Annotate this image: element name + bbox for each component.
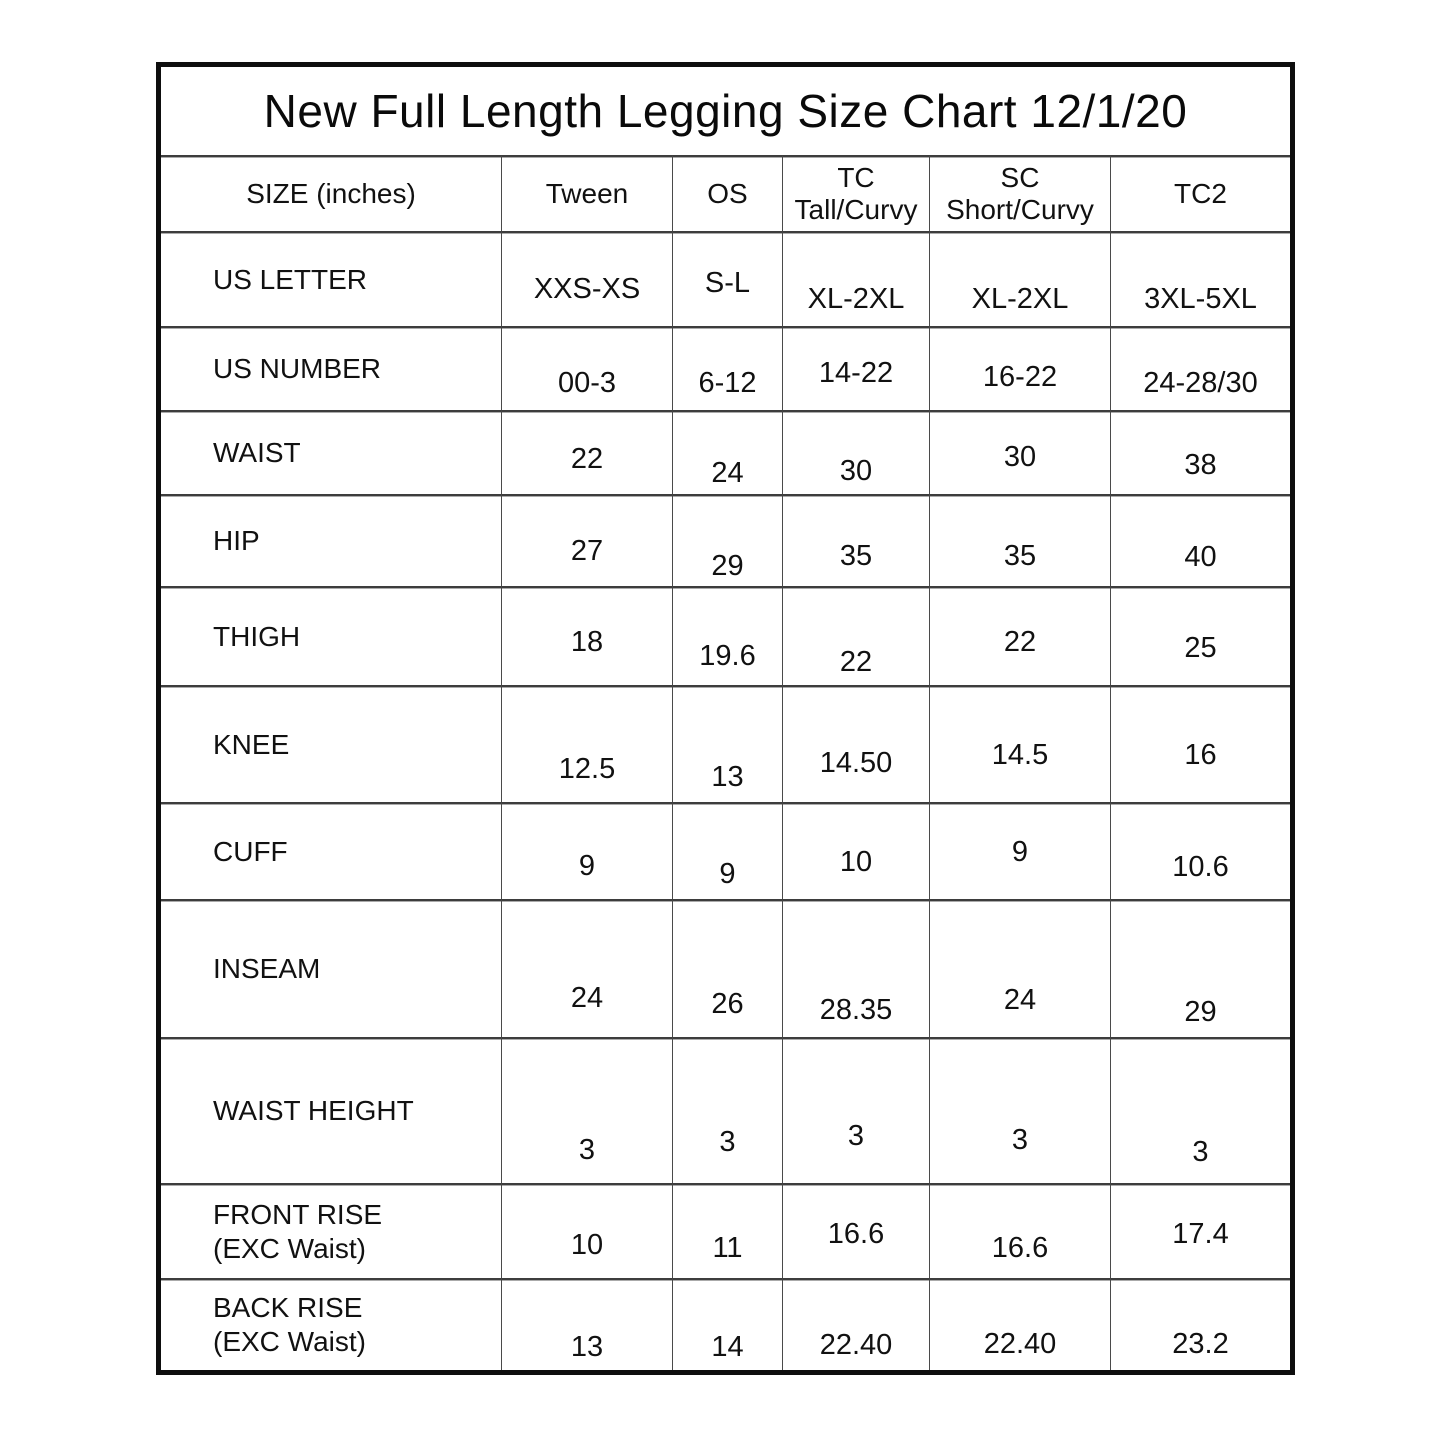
- row-label-knee: KNEE: [161, 685, 501, 802]
- table-cell: 24-28/30: [1110, 326, 1290, 410]
- table-cell: 14-22: [782, 326, 929, 410]
- table-cell: XXS-XS: [501, 231, 672, 326]
- table-cell: 3: [672, 1037, 782, 1183]
- row-label-cuff: CUFF: [161, 802, 501, 899]
- table-cell: 6-12: [672, 326, 782, 410]
- table-cell: 38: [1110, 410, 1290, 494]
- table-cell: 13: [672, 685, 782, 802]
- table-cell: 14: [672, 1278, 782, 1370]
- table-cell: 40: [1110, 494, 1290, 586]
- column-header-size: [161, 155, 501, 231]
- column-header-sublabel: Tall/Curvy: [794, 194, 918, 225]
- column-header-label: OS: [707, 178, 748, 209]
- table-cell: 18: [501, 586, 672, 685]
- column-header-sc: [929, 155, 1110, 231]
- table-cell: 19.6: [672, 586, 782, 685]
- table-cell: 22.40: [929, 1278, 1110, 1370]
- table-cell: 10: [782, 802, 929, 899]
- table-cell: 9: [929, 802, 1110, 899]
- table-cell: 00-3: [501, 326, 672, 410]
- table-cell: 28.35: [782, 899, 929, 1037]
- table-cell: 35: [929, 494, 1110, 586]
- row-label-waist: WAIST: [161, 410, 501, 494]
- column-header-label: Tween: [545, 178, 629, 209]
- row-label-back-rise: BACK RISE (EXC Waist): [161, 1278, 501, 1370]
- table-cell: 29: [1110, 899, 1290, 1037]
- table-cell: 23.2: [1110, 1278, 1290, 1370]
- row-label-us-number: US NUMBER: [161, 326, 501, 410]
- table-cell: 3: [501, 1037, 672, 1183]
- row-label-us-letter: US LETTER: [161, 231, 501, 326]
- table-cell: 9: [672, 802, 782, 899]
- table-cell: 11: [672, 1183, 782, 1278]
- table-cell: 3XL-5XL: [1110, 231, 1290, 326]
- row-label-hip: HIP: [161, 494, 501, 586]
- table-cell: 24: [501, 899, 672, 1037]
- table-cell: 30: [782, 410, 929, 494]
- table-cell: 3: [782, 1037, 929, 1183]
- table-cell: 12.5: [501, 685, 672, 802]
- row-label-waist-height: WAIST HEIGHT: [161, 1037, 501, 1183]
- size-chart-table: [156, 62, 1295, 1375]
- table-cell: 17.4: [1110, 1183, 1290, 1278]
- table-cell: 29: [672, 494, 782, 586]
- column-header-label: TC: [837, 162, 875, 193]
- column-header-label: SC: [1000, 162, 1040, 193]
- table-cell: 22.40: [782, 1278, 929, 1370]
- table-cell: 10.6: [1110, 802, 1290, 899]
- row-label-thigh: THIGH: [161, 586, 501, 685]
- table-cell: 3: [929, 1037, 1110, 1183]
- column-header-label: SIZE (inches): [246, 178, 416, 209]
- column-header-tc2: [1110, 155, 1290, 231]
- table-cell: 16: [1110, 685, 1290, 802]
- table-cell: 24: [672, 410, 782, 494]
- table-cell: 26: [672, 899, 782, 1037]
- table-cell: S-L: [672, 231, 782, 326]
- table-cell: XL-2XL: [782, 231, 929, 326]
- column-header-tween: [501, 155, 672, 231]
- table-cell: 27: [501, 494, 672, 586]
- column-header-os: [672, 155, 782, 231]
- column-header-label: TC2: [1174, 178, 1227, 209]
- table-cell: 22: [782, 586, 929, 685]
- row-label-front-rise: FRONT RISE (EXC Waist): [161, 1183, 501, 1278]
- table-cell: 10: [501, 1183, 672, 1278]
- table-cell: 9: [501, 802, 672, 899]
- column-header-sublabel: Short/Curvy: [946, 194, 1094, 225]
- table-cell: 30: [929, 410, 1110, 494]
- row-label-inseam: INSEAM: [161, 899, 501, 1037]
- row-sublabel: (EXC Waist): [213, 1326, 366, 1357]
- table-cell: 16.6: [782, 1183, 929, 1278]
- table-cell: 13: [501, 1278, 672, 1370]
- table-cell: 22: [929, 586, 1110, 685]
- table-cell: 35: [782, 494, 929, 586]
- table-cell: 25: [1110, 586, 1290, 685]
- table-cell: XL-2XL: [929, 231, 1110, 326]
- table-cell: 22: [501, 410, 672, 494]
- table-cell: 3: [1110, 1037, 1290, 1183]
- table-cell: 14.5: [929, 685, 1110, 802]
- row-sublabel: (EXC Waist): [213, 1232, 366, 1264]
- chart-title: New Full Length Legging Size Chart 12/1/20: [161, 67, 1290, 155]
- table-cell: 16.6: [929, 1183, 1110, 1278]
- table-cell: 24: [929, 899, 1110, 1037]
- table-cell: 16-22: [929, 326, 1110, 410]
- table-cell: 14.50: [782, 685, 929, 802]
- column-header-tc: [782, 155, 929, 231]
